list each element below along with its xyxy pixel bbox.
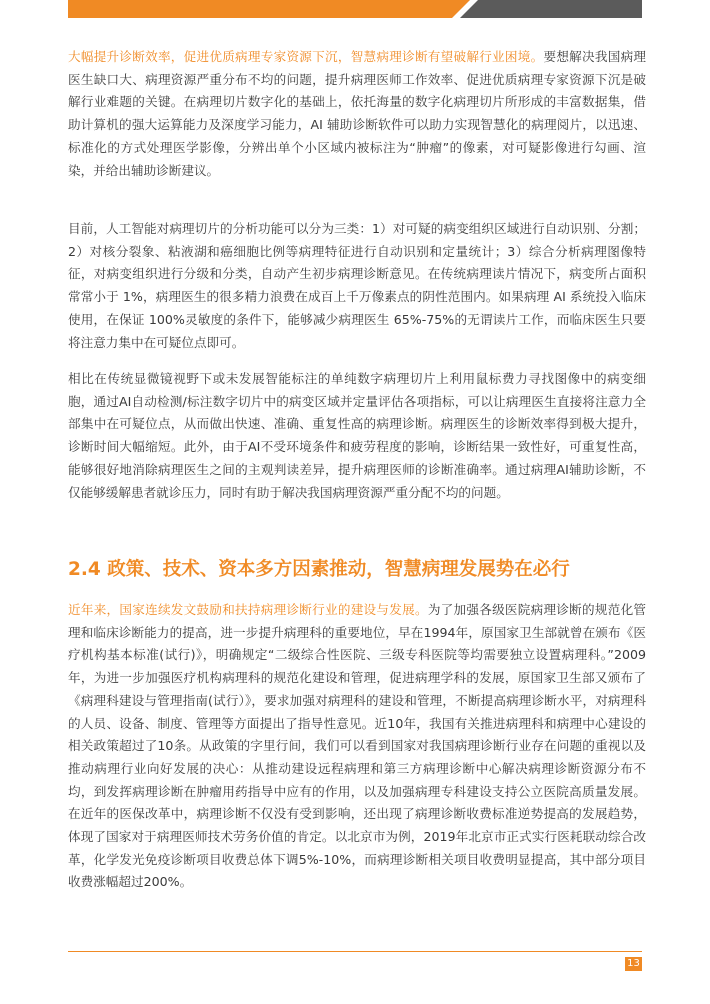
paragraph-1-body: 要想解决我国病理医生缺口大、病理资源严重分布不均的问题，提升病理医师工作效率、促进优质病理专家资源下沉是破解行业难题的关键。在病理切片数字化的基础上，依托海量的数字化病理切片所形成的丰富数据集，借助计算机的强大运算能力及深度学习能力，AI 辅助诊断软件可以助力实现智慧化的病理阅片，以迅速、标准化的方式处理医学影像，分辨出单个小区域内被标注为“肿瘤”的像素，对可疑影像进行勾画、渲染，并给出辅助诊断建议。 — [68, 49, 647, 178]
footer-divider — [68, 951, 642, 952]
paragraph-3: 相比在传统显微镜视野下或未发展智能标注的单纯数字病理切片上利用鼠标费力寻找图像中的病变细胞，通过AI自动检测/标注数字切片中的病变区域并定量评估各项指标，可以让病理医生直接将注意力全部集中在可疑位点，从而做出快速、准确、重复性高的病理诊断。病理医生的诊断效率得到极大提升，诊断时间大幅缩短。此外，由于AI不受环境条件和疲劳程度的影响，诊断结果一致性好，可重复性高，能够很好地消除病理医生之间的主观判读差异，提升病理医师的诊断准确率。通过病理AI辅助诊断，不仅能够缓解患者就诊压力，同时有助于解决我国病理资源严重分配不均的问题。 — [68, 371, 646, 500]
paragraph-4 — [68, 599, 646, 894]
paragraph-4-highlight: 近年来，国家连续发文鼓励和扶持病理诊断行业的建设与发展。 — [68, 602, 428, 617]
paragraph-1 — [68, 46, 646, 182]
paragraph-2: 目前，人工智能对病理切片的分析功能可以分为三类：1）对可疑的病变组织区域进行自动识别、分割；2）对核分裂象、粘液湖和癌细胞比例等病理特征进行自动识别和定量统计；3）综合分析病理图像特征，对病变组织进行分级和分类，自动产生初步病理诊断意见。在传统病理读片情况下，病变所占面积常常小于 1%，病理医生的很多精力浪费在成百上千万像素点的阴性范围内。如果病理 AI 系统投入临床使用，在保证 100%灵敏度的条件下，能够减少病理医生 65%-75%的无谓读片工作，而临床医生只要将注意力集中在可疑位点即可。 — [68, 221, 646, 350]
paragraph-1-highlight: 大幅提升诊断效率，促进优质病理专家资源下沉，智慧病理诊断有望破解行业困境。 — [68, 49, 544, 64]
header-decoration-bar — [0, 0, 710, 20]
page-number: 13 — [625, 957, 642, 971]
paragraph-4-body: 为了加强各级医院病理诊断的规范化管理和临床诊断能力的提高，进一步提升病理科的重要地位，早在1994年，原国家卫生部就曾在颁布《医疗机构基本标准(试行)》，明确规定“二级综合性医院、三级专科医院等均需要独立设置病理科。”2009年，为进一步加强医疗机构病理科的规范化建设和管理，促进病理学科的发展，原国家卫生部又颁布了《病理科建设与管理指南(试行）》，要求加强对病理科的建设和管理，不断提高病理诊断水平，对病理科的人员、设备、制度、管理等方面提出了指导性意见。近10年，我国有关推进病理科和病理中心建设的相关政策超过了10条。从政策的字里行间，我们可以看到国家对我国病理诊断行业存在问题的重视以及推动病理行业向好发展的决心：从推动建设远程病理和第三方病理诊断中心解决病理诊断资源分布不均，到发挥病理诊断在肿瘤用药指导中应有的作用，以及加强病理专科建设支持公立医院高质量发展。在近年的医保改革中，病理诊断不仅没有受到影响，还出现了病理诊断收费标准逆势提高的发展趋势，体现了国家对于病理医师技术劳务价值的肯定。以北京市为例，2019年北京市正式实行医耗联动综合改革，化学发光免疫诊断项目收费总体下调5%-10%，而病理诊断相关项目收费明显提高，其中部分项目收费涨幅超过200%。 — [68, 602, 647, 890]
section-heading: 2.4 政策、技术、资本多方因素推动，智慧病理发展势在必行 — [68, 559, 570, 580]
